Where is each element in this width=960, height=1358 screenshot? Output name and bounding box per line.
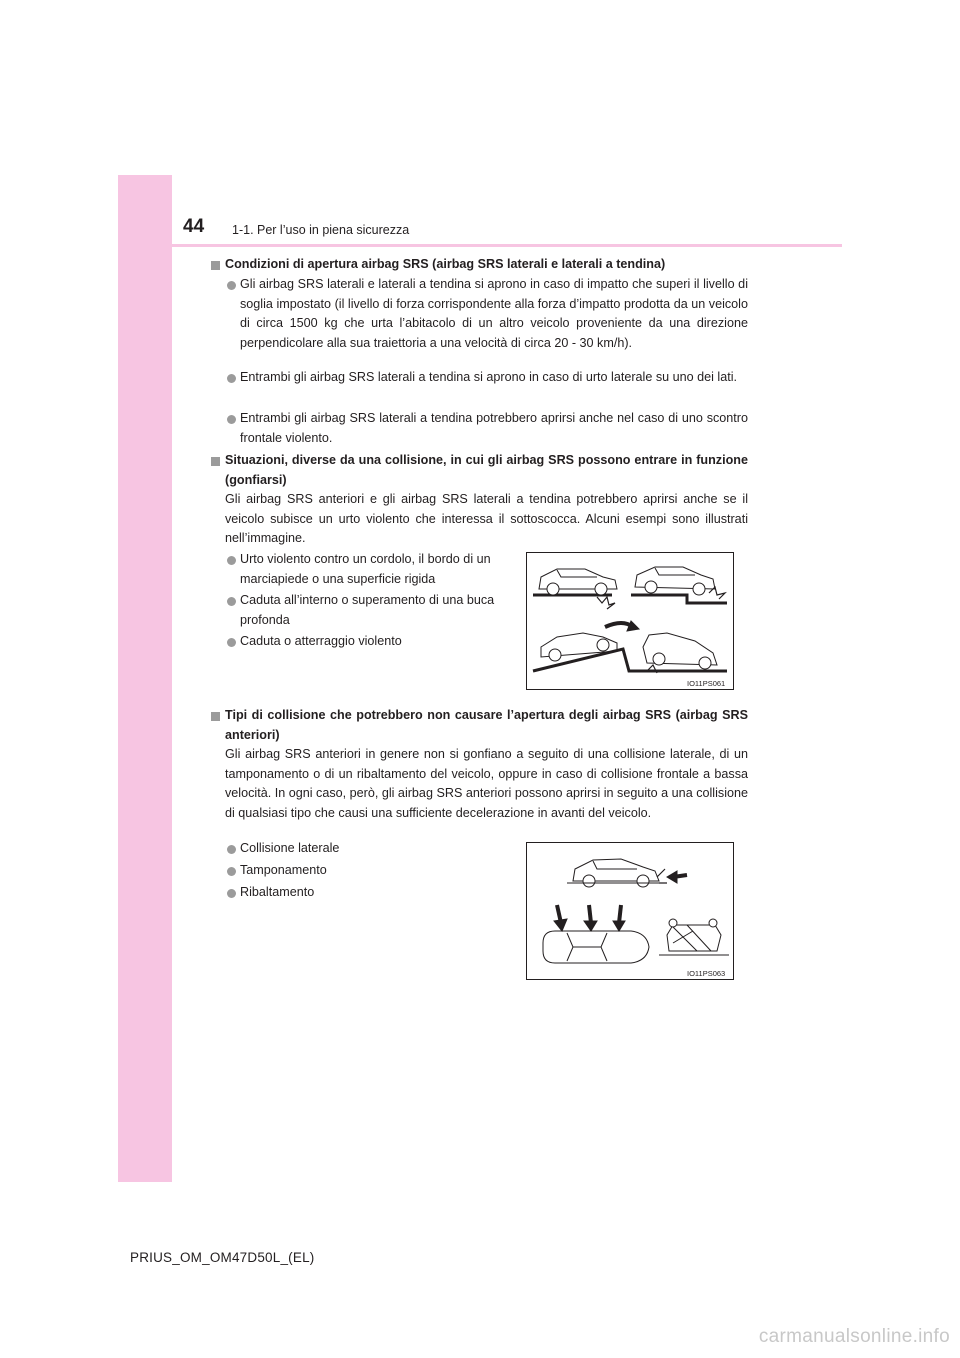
section-heading: Condizioni di apertura airbag SRS (airbag SRS laterali e laterali a tendina) — [225, 257, 666, 271]
figure-code: IO11PS063 — [687, 969, 726, 978]
watermark: carmanualsonline.info — [758, 1326, 950, 1347]
bullet-icon — [227, 597, 236, 606]
bullet-icon — [227, 281, 236, 290]
sidebar-band — [118, 175, 172, 1182]
car-illustration — [527, 843, 733, 979]
bullet-text: Ribaltamento — [240, 885, 315, 899]
bullet-text: Caduta all’interno o superamento di una buca profonda — [240, 593, 495, 627]
bullet-text: Urto violento contro un cordolo, il bordo di un marciapiede o una superficie rigida — [240, 552, 491, 586]
section-heading: Situazioni, diverse da una collisione, in cui gli airbag SRS possono entrare in funzione (gonfiarsi) — [225, 453, 748, 487]
bullet-text: Caduta o atterraggio violento — [240, 634, 402, 648]
bullet-text: Tamponamento — [240, 863, 327, 877]
footer-doc-code: PRIUS_OM_OM47D50L_(EL) — [130, 1250, 315, 1265]
bullet-icon — [227, 374, 236, 383]
figure-non-deployment-collisions — [526, 842, 734, 980]
chapter-title: 1-1. Per l’uso in piena sicurezza — [232, 223, 410, 237]
bullet-icon — [227, 867, 236, 876]
page-number: 44 — [183, 216, 205, 237]
bullet-text: Collisione laterale — [240, 841, 340, 855]
bullet-text: Gli airbag SRS laterali e laterali a tendina si aprono in caso di impatto che superi il livello di soglia impostato (il livello di forza corrispondente alla forza d’impatto prodotta da un veicolo di circa 1500 kg che urta l’abitacolo di un altro veicolo proveniente da una direzione perpendicolare alla sua traiettoria a una velocità di circa 20 - 30 km/h). — [240, 277, 748, 350]
section-square-icon — [211, 712, 220, 721]
section-paragraph: Gli airbag SRS anteriori e gli airbag SRS laterali a tendina potrebbero aprirsi anche se il veicolo subisce un urto violento che interessa il sottoscocca. Alcuni esempi sono illustrati nell’immagine. — [225, 492, 748, 545]
bullet-icon — [227, 638, 236, 647]
section-square-icon — [211, 261, 220, 270]
car-illustration — [527, 553, 733, 689]
header-rule — [172, 244, 842, 247]
bullet-text: Entrambi gli airbag SRS laterali a tendina si aprono in caso di urto laterale su uno dei lati. — [240, 370, 738, 384]
section-square-icon — [211, 457, 220, 466]
section-paragraph: Gli airbag SRS anteriori in genere non si gonfiano a seguito di una collisione laterale, di un tamponamento o di un ribaltamento del veicolo, oppure in caso di collisione frontale a bassa velocità. In ogni caso, però, gli airbag SRS anteriori possono aprirsi in seguito a una collisione di qualsiasi tipo che causi una sufficiente decelerazione in avanti del veicolo. — [225, 747, 748, 820]
figure-underbody-impacts — [526, 552, 734, 690]
bullet-icon — [227, 889, 236, 898]
bullet-icon — [227, 415, 236, 424]
bullet-icon — [227, 845, 236, 854]
bullet-text: Entrambi gli airbag SRS laterali a tendina potrebbero aprirsi anche nel caso di uno scontro frontale violento. — [240, 411, 748, 445]
figure-code: IO11PS061 — [687, 679, 726, 688]
bullet-icon — [227, 556, 236, 565]
section-heading: Tipi di collisione che potrebbero non causare l’apertura degli airbag SRS (airbag SRS anteriori) — [225, 708, 748, 742]
